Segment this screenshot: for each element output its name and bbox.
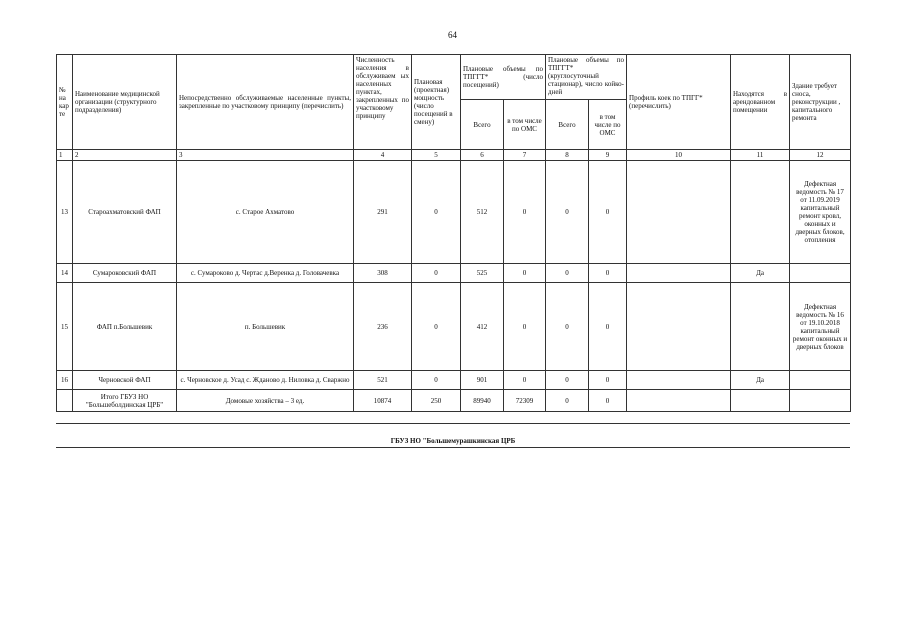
table-row [57,161,851,264]
row-visits-oms: 0 [504,283,546,371]
row-num: 13 [57,161,73,264]
row-hosp-oms: 0 [589,264,627,283]
header-num: № на кар те [57,55,73,150]
col-number: 8 [546,150,589,161]
header-hospital: Плановые объемы по ТПГГТ* (круглосуточный стационар), число койко-дней [546,55,627,100]
row-visits-total: 512 [461,161,504,264]
col-number: 9 [589,150,627,161]
header-capacity: Плановая (проектная) мощность (число посещений в смену) [412,55,461,150]
header-rented: Находятся в арендованном помещении [731,55,790,150]
row-num: 16 [57,371,73,390]
col-number: 7 [504,150,546,161]
row-org-name: Староахматовский ФАП [73,161,177,264]
row-rented: Да [731,264,790,283]
column-numbers-row [57,150,851,161]
row-num: 14 [57,264,73,283]
total-hosp-oms: 0 [589,390,627,412]
row-points: с. Черновское д. Усад с. Жданово д. Ниловка д. Сваржно [177,371,354,390]
row-population: 291 [354,161,412,264]
row-building: Дефектная ведомость № 16 от 19.10.2018 капитальный ремонт оконных и дверных блоков [790,283,851,371]
facilities-table [56,54,851,412]
row-points: п. Большевик [177,283,354,371]
total-population: 10874 [354,390,412,412]
row-points: с. Сумароково д. Чертас д.Веренка д. Головачевка [177,264,354,283]
header-visits-oms: в том числе по ОМС [504,100,546,150]
row-visits-oms: 0 [504,371,546,390]
row-visits-total: 412 [461,283,504,371]
col-number: 11 [731,150,790,161]
page-number: 64 [448,30,457,40]
col-number: 2 [73,150,177,161]
total-org-name: Итого ГБУЗ НО "Большеболдинская ЦРБ" [73,390,177,412]
row-hosp-total: 0 [546,371,589,390]
header-visits-total: Всего [461,100,504,150]
col-number: 1 [57,150,73,161]
total-visits-oms: 72309 [504,390,546,412]
header-org-name: Наименование медицинской организации (структурного подразделения) [73,55,177,150]
row-rented: Да [731,371,790,390]
table-row [57,264,851,283]
row-points: с. Старое Ахматово [177,161,354,264]
table-row [57,283,851,371]
row-org-name: ФАП п.Большевик [73,283,177,371]
header-hosp-total: Всего [546,100,589,150]
row-capacity: 0 [412,283,461,371]
col-number: 10 [627,150,731,161]
total-rented [731,390,790,412]
row-capacity: 0 [412,264,461,283]
row-visits-oms: 0 [504,264,546,283]
row-rented [731,283,790,371]
row-hosp-total: 0 [546,161,589,264]
row-building: Дефектная ведомость № 17 от 11.09.2019 капитальный ремонт кровл, оконных и дверных блоков, отопления [790,161,851,264]
col-number: 3 [177,150,354,161]
col-number: 6 [461,150,504,161]
total-building [790,390,851,412]
row-hosp-oms: 0 [589,283,627,371]
total-profile [627,390,731,412]
total-hosp-total: 0 [546,390,589,412]
col-number: 5 [412,150,461,161]
header-building: Здание требует сноса, реконструкции , капитального ремонта [790,55,851,150]
total-points: Домовые хозяйства – 3 ед. [177,390,354,412]
next-section-title: ГБУЗ НО "Большемурашкинская ЦРБ [390,437,516,445]
row-visits-oms: 0 [504,161,546,264]
header-profile: Профиль коек по ТПГГ* (перечислить) [627,55,731,150]
row-building [790,371,851,390]
table-row [57,371,851,390]
row-hosp-total: 0 [546,283,589,371]
row-org-name: Черновской ФАП [73,371,177,390]
row-profile [627,161,731,264]
row-profile [627,371,731,390]
row-population: 521 [354,371,412,390]
row-visits-total: 525 [461,264,504,283]
header-served-points: Непосредственно обслуживаемые населенные пункты, закрепленные по участковому принципу (перечислить) [177,55,354,150]
row-capacity: 0 [412,371,461,390]
row-population: 236 [354,283,412,371]
row-hosp-oms: 0 [589,161,627,264]
header-visits: Плановые объемы по ТПГГТ* (число посещений) [461,55,546,100]
row-num: 15 [57,283,73,371]
header-hosp-oms: в том числе по ОМС [589,100,627,150]
col-number: 12 [790,150,851,161]
divider [56,423,850,424]
total-row [57,390,851,412]
total-capacity: 250 [412,390,461,412]
row-profile [627,264,731,283]
divider [56,447,850,448]
row-population: 308 [354,264,412,283]
header-population: Численность населения в обслуживаем ых населенных пунктах, закрепленных по участковому принципу [354,55,412,150]
row-visits-total: 901 [461,371,504,390]
row-profile [627,283,731,371]
row-building [790,264,851,283]
total-num [57,390,73,412]
total-visits-total: 89940 [461,390,504,412]
row-hosp-oms: 0 [589,371,627,390]
row-hosp-total: 0 [546,264,589,283]
row-capacity: 0 [412,161,461,264]
col-number: 4 [354,150,412,161]
row-rented [731,161,790,264]
row-org-name: Сумароковский ФАП [73,264,177,283]
